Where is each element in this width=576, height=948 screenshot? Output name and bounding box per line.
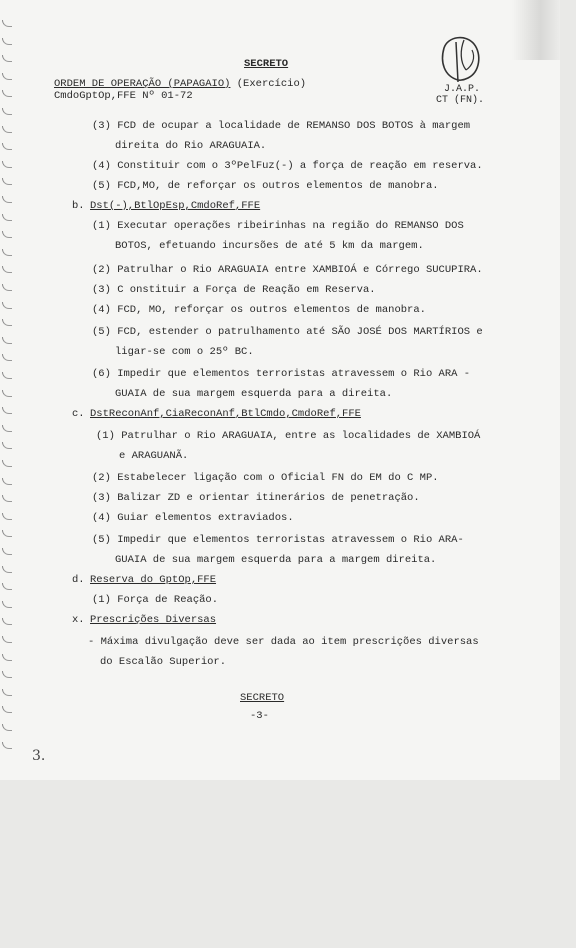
item-a5: (5) FCD,MO, de reforçar os outros elementos de manobra.	[92, 180, 439, 192]
binder-hole	[2, 319, 12, 326]
order-reference: CmdoGptOp,FFE Nº 01-72	[54, 90, 193, 102]
item-c5-line1: (5) Impedir que elementos terroristas atravessem o Rio ARA-	[92, 534, 464, 546]
binder-hole	[2, 178, 12, 185]
binder-hole	[2, 724, 12, 731]
classification-bottom: SECRETO	[240, 692, 285, 704]
binder-hole	[2, 689, 12, 696]
binder-hole	[2, 460, 12, 467]
binder-hole	[2, 390, 12, 397]
item-b5-line1: (5) FCD, estender o patrulhamento até SÃO JOSÉ DOS MARTÍRIOS e	[92, 326, 483, 338]
item-b2: (2) Patrulhar o Rio ARAGUAIA entre XAMBIOÁ e Córrego SUCUPIRA.	[92, 264, 483, 276]
binder-hole	[2, 372, 12, 379]
binder-hole	[2, 742, 12, 749]
binder-hole	[2, 214, 12, 221]
section-d-label: d.	[72, 574, 85, 586]
binder-hole	[2, 407, 12, 414]
handwritten-page-number: 3.	[32, 748, 46, 764]
binder-hole	[2, 513, 12, 520]
binder-holes	[2, 20, 14, 760]
binder-hole	[2, 249, 12, 256]
item-c1-line2: e ARAGUANÃ.	[119, 450, 189, 462]
binder-hole	[2, 231, 12, 238]
page-edge-shadow	[512, 0, 560, 60]
item-a4: (4) Constituir com o 3ºPelFuz(-) a força de reação em reserva.	[92, 160, 483, 172]
binder-hole	[2, 654, 12, 661]
binder-hole	[2, 90, 12, 97]
binder-hole	[2, 337, 12, 344]
item-b1-line1: (1) Executar operações ribeirinhas na região do REMANSO DOS	[92, 220, 464, 232]
section-x-label: x.	[72, 614, 85, 626]
binder-hole	[2, 284, 12, 291]
order-title	[54, 78, 306, 90]
item-b3: (3) C onstituir a Força de Reação em Reserva.	[92, 284, 376, 296]
item-c1-line1: (1) Patrulhar o Rio ARAGUAIA, entre as localidades de XAMBIOÁ	[96, 430, 481, 442]
handwritten-signature	[436, 32, 486, 87]
item-x-line2: do Escalão Superior.	[100, 656, 227, 668]
author-rank: CT (FN).	[436, 95, 485, 106]
binder-hole	[2, 478, 12, 485]
binder-hole	[2, 266, 12, 273]
item-b5-line2: ligar-se com o 25º BC.	[115, 346, 254, 358]
binder-hole	[2, 706, 12, 713]
section-b-heading: Dst(-),BtlOpEsp,CmdoRef,FFE	[90, 200, 261, 212]
item-b1-line2: BOTOS, efetuando incursões de até 5 km da margem.	[115, 240, 424, 252]
binder-hole	[2, 302, 12, 309]
section-x-heading: Prescrições Diversas	[90, 614, 217, 626]
binder-hole	[2, 354, 12, 361]
binder-hole	[2, 530, 12, 537]
binder-hole	[2, 196, 12, 203]
page-number: -3-	[250, 710, 269, 722]
binder-hole	[2, 442, 12, 449]
binder-hole	[2, 671, 12, 678]
order-title-suffix: (Exercício)	[236, 78, 307, 90]
binder-hole	[2, 601, 12, 608]
binder-hole	[2, 161, 12, 168]
item-c5-line2: GUAIA de sua margem esquerda para a margem direita.	[115, 554, 437, 566]
item-c3: (3) Balizar ZD e orientar itinerários de penetração.	[92, 492, 420, 504]
binder-hole	[2, 143, 12, 150]
item-a3-line1: (3) FCD de ocupar a localidade de REMANSO DOS BOTOS à margem	[92, 120, 471, 132]
binder-hole	[2, 583, 12, 590]
binder-hole	[2, 425, 12, 432]
item-b4: (4) FCD, MO, reforçar os outros elementos de manobra.	[92, 304, 426, 316]
item-c4: (4) Guiar elementos extraviados.	[92, 512, 294, 524]
binder-hole	[2, 108, 12, 115]
classification-top: SECRETO	[244, 58, 289, 70]
binder-hole	[2, 636, 12, 643]
binder-hole	[2, 38, 12, 45]
author-initials: J.A.P.	[444, 84, 481, 95]
binder-hole	[2, 618, 12, 625]
item-x-line1: - Máxima divulgação deve ser dada ao item prescrições diversas	[88, 636, 479, 648]
item-c2: (2) Estabelecer ligação com o Oficial FN do EM do C MP.	[92, 472, 439, 484]
binder-hole	[2, 548, 12, 555]
binder-hole	[2, 126, 12, 133]
section-c-heading: DstReconAnf,CiaReconAnf,BtlCmdo,CmdoRef,FFE	[90, 408, 361, 420]
item-b6-line1: (6) Impedir que elementos terroristas atravessem o Rio ARA -	[92, 368, 471, 380]
binder-hole	[2, 55, 12, 62]
section-b-label: b.	[72, 200, 85, 212]
item-a3-line2: direita do Rio ARAGUAIA.	[115, 140, 267, 152]
section-d-heading: Reserva do GptOp,FFE	[90, 574, 217, 586]
binder-hole	[2, 566, 12, 573]
binder-hole	[2, 495, 12, 502]
order-title-text: ORDEM DE OPERAÇÃO (PAPAGAIO)	[54, 78, 231, 90]
binder-hole	[2, 20, 12, 27]
section-c-label: c.	[72, 408, 85, 420]
item-b6-line2: GUAIA de sua margem esquerda para a direita.	[115, 388, 393, 400]
binder-hole	[2, 73, 12, 80]
item-d1: (1) Força de Reação.	[92, 594, 219, 606]
